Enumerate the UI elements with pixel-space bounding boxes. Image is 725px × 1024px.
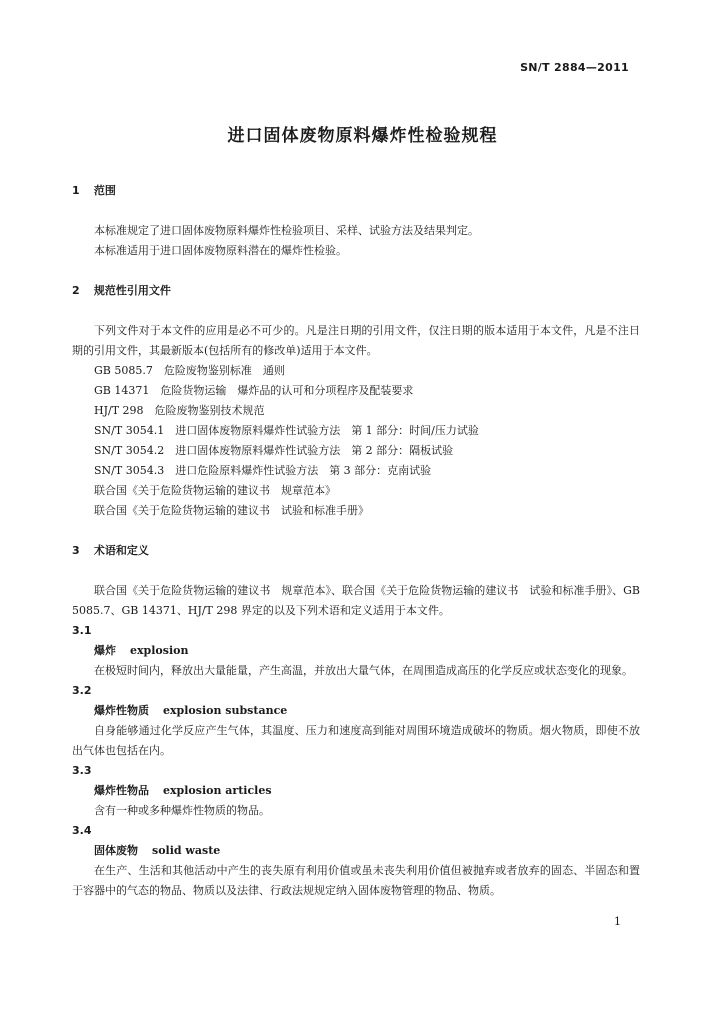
term-zh: 爆炸性物品	[94, 784, 149, 797]
reference-item: SN/T 3054.2 进口固体废物原料爆炸性试验方法 第 2 部分：隔板试验	[94, 444, 454, 457]
paragraph: 联合国《关于危险货物运输的建议书 规章范本》、联合国《关于危险货物运输的建议书 试验和标准手册》、GB 5085.7、GB 14371、HJ/T 298 界定的以及下列术语和定义适用于本文件。	[72, 584, 640, 617]
clause-number: 3.1	[72, 624, 92, 637]
reference-item: SN/T 3054.1 进口固体废物原料爆炸性试验方法 第 1 部分：时间/压力试验	[94, 424, 479, 437]
section-title: 术语和定义	[93, 544, 149, 557]
term-heading	[72, 841, 640, 861]
term-definition: 含有一种或多种爆炸性物质的物品。	[94, 804, 270, 817]
term-en: solid waste	[152, 844, 221, 857]
section-number: 3	[72, 544, 80, 557]
reference-item: HJ/T 298 危险废物鉴别技术规范	[94, 404, 265, 417]
paragraph: 本标准规定了进口固体废物原料爆炸性检验项目、采样、试验方法及结果判定。	[94, 224, 479, 237]
section-2-heading	[72, 281, 640, 301]
reference-item: 联合国《关于危险货物运输的建议书 试验和标准手册》	[94, 504, 369, 517]
reference-item: GB 5085.7 危险废物鉴别标准 通则	[94, 364, 285, 377]
section-title: 范围	[93, 184, 116, 197]
section-title: 规范性引用文件	[93, 284, 171, 297]
section-number: 1	[72, 184, 80, 197]
term-definition: 在生产、生活和其他活动中产生的丧失原有利用价值或虽未丧失利用价值但被抛弃或者放弃的固态、半固态和置于容器中的气态的物品、物质以及法律、行政法规规定纳入固体废物管理的物品、物质。	[72, 864, 640, 897]
paragraph: 下列文件对于本文件的应用是必不可少的。凡是注日期的引用文件，仅注日期的版本适用于本文件，凡是不注日期的引用文件，其最新版本(包括所有的修改单)适用于本文件。	[72, 324, 640, 357]
reference-item: GB 14371 危险货物运输 爆炸品的认可和分项程序及配装要求	[94, 384, 414, 397]
document-body	[72, 181, 640, 901]
reference-item: SN/T 3054.3 进口危险原料爆炸性试验方法 第 3 部分：克南试验	[94, 464, 432, 477]
term-en: explosion	[130, 644, 189, 657]
term-zh: 爆炸性物质	[94, 704, 149, 717]
term-heading	[72, 641, 640, 661]
page-number: 1	[614, 915, 621, 928]
paragraph: 本标准适用于进口固体废物原料潜在的爆炸性检验。	[94, 244, 347, 257]
section-number: 2	[72, 284, 80, 297]
clause-number: 3.3	[72, 764, 92, 777]
section-3-heading	[72, 541, 640, 561]
term-en: explosion substance	[163, 704, 288, 717]
standard-code: SN/T 2884—2011	[520, 61, 629, 74]
term-definition: 在极短时间内，释放出大量能量，产生高温，并放出大量气体，在周围造成高压的化学反应或状态变化的现象。	[94, 664, 633, 677]
term-definition: 自身能够通过化学反应产生气体，其温度、压力和速度高到能对周围环境造成破坏的物质。烟火物质，即使不放出气体也包括在内。	[72, 724, 640, 757]
section-1-heading	[72, 181, 640, 201]
term-zh: 固体废物	[94, 844, 138, 857]
clause-number: 3.2	[72, 684, 92, 697]
term-en: explosion articles	[163, 784, 272, 797]
reference-item: 联合国《关于危险货物运输的建议书 规章范本》	[94, 484, 336, 497]
clause-number: 3.4	[72, 824, 92, 837]
document-title: 进口固体废物原料爆炸性检验规程	[227, 126, 498, 146]
term-heading	[72, 701, 640, 721]
term-zh: 爆炸	[94, 644, 116, 657]
term-heading	[72, 781, 640, 801]
